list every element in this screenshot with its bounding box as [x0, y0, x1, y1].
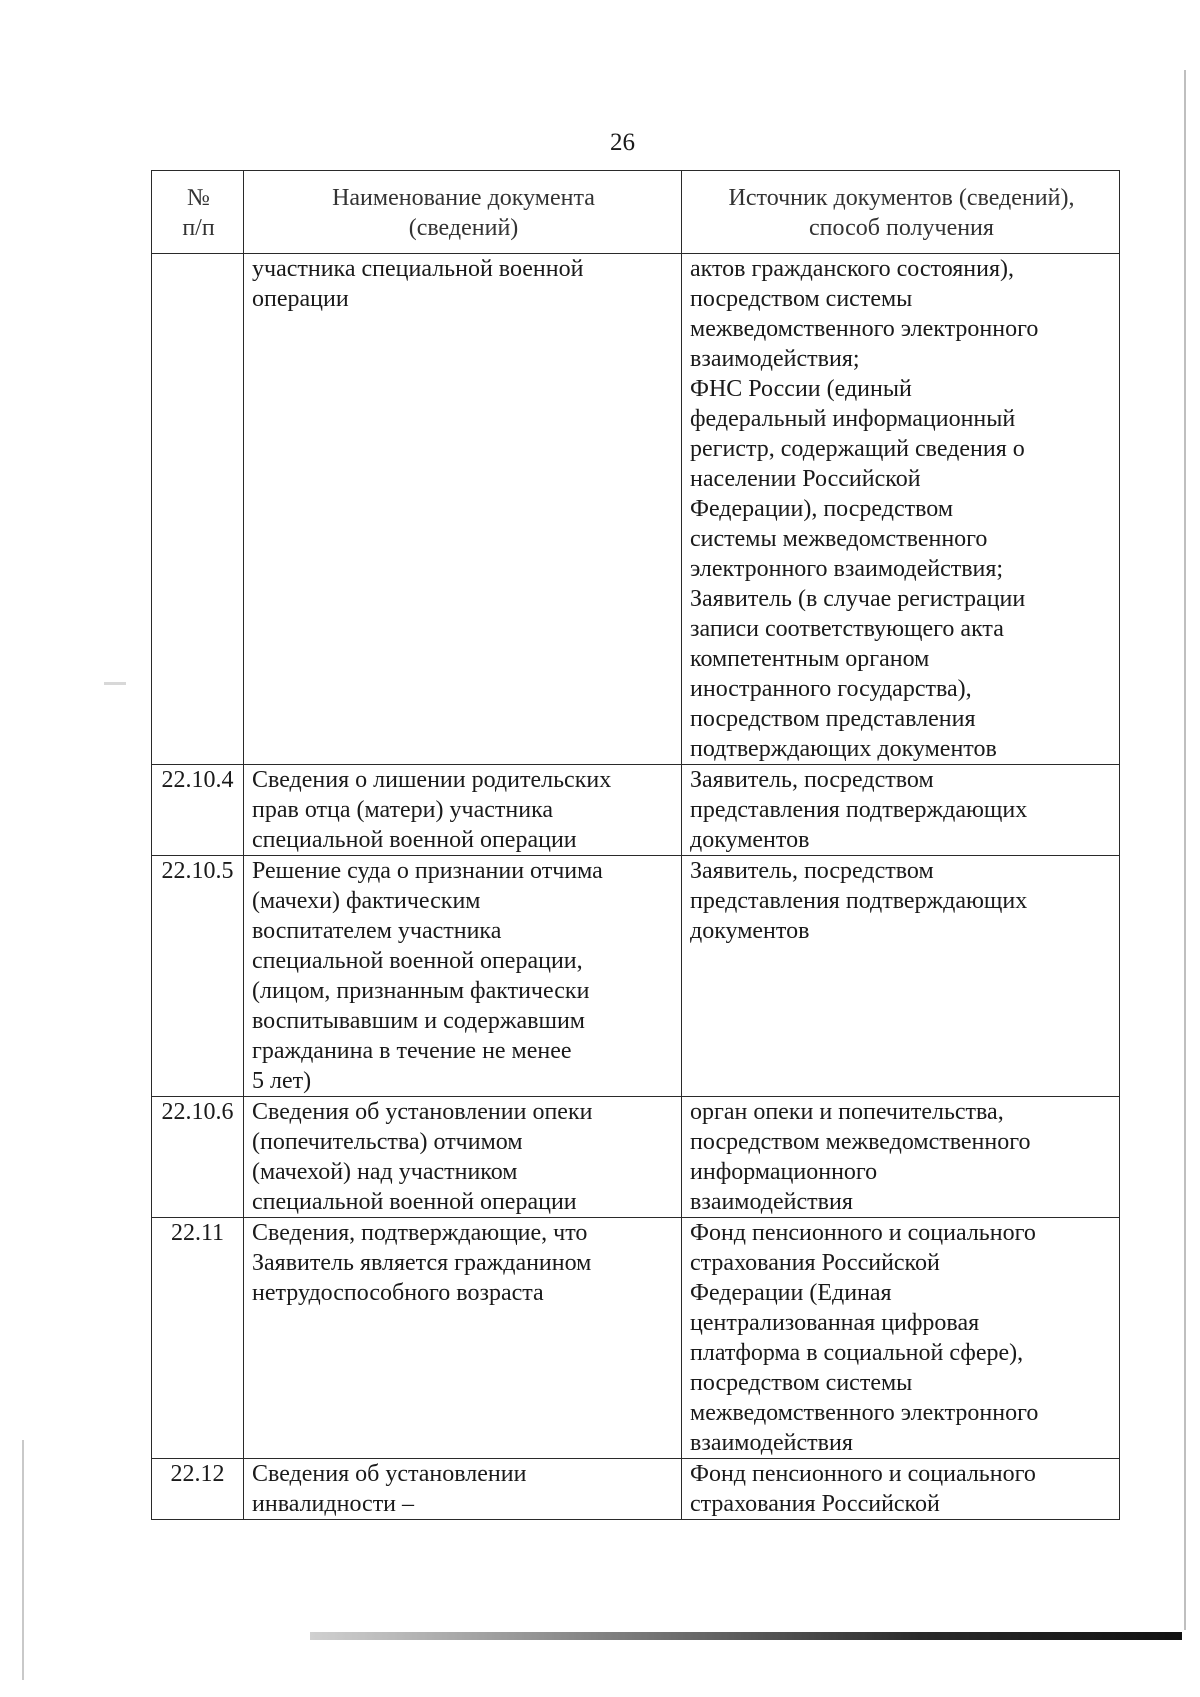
documents-table — [151, 170, 1120, 1520]
row-document-name: участника специальной военной операции — [244, 254, 682, 765]
table-row — [152, 1218, 1120, 1459]
row-source: Заявитель, посредством представления подтверждающих документов — [682, 765, 1120, 856]
scan-bottom-shadow — [310, 1632, 1182, 1640]
table-row — [152, 254, 1120, 765]
row-source: Фонд пенсионного и социального страхования Российской — [682, 1459, 1120, 1520]
table-row — [152, 1097, 1120, 1218]
page-number: 26 — [610, 129, 635, 156]
table-header-row — [152, 171, 1120, 254]
row-number: 22.10.6 — [152, 1097, 244, 1218]
row-source: Заявитель, посредством представления подтверждающих документов — [682, 856, 1120, 1097]
scan-edge-right — [1184, 70, 1186, 1630]
table-row — [152, 856, 1120, 1097]
header-source: Источник документов (сведений), способ получения — [682, 171, 1120, 254]
row-source: орган опеки и попечительства, посредством межведомственного информационного взаимодействия — [682, 1097, 1120, 1218]
row-document-name: Решение суда о признании отчима (мачехи) фактическим воспитателем участника специальной военной операции, (лицом, признанным фактически воспитывавшим и содержавшим гражданина в течение не менее 5 лет) — [244, 856, 682, 1097]
row-number — [152, 254, 244, 765]
header-number: № п/п — [152, 171, 244, 254]
row-source: Фонд пенсионного и социального страхования Российской Федерации (Единая централизованная цифровая платформа в социальной сфере), посредством системы межведомственного электронного взаимодействия — [682, 1218, 1120, 1459]
table-row — [152, 1459, 1120, 1520]
scan-speck — [104, 682, 126, 685]
row-source: актов гражданского состояния), посредством системы межведомственного электронного взаимодействия; ФНС России (единый федеральный информационный регистр, содержащий сведения о населении Российской Федерации), посредством системы межведомственного электронного взаимодействия; Заявитель (в случае регистрации записи соответствующего акта компетентным органом иностранного государства), посредством представления подтверждающих документов — [682, 254, 1120, 765]
row-document-name: Сведения, подтверждающие, что Заявитель является гражданином нетрудоспособного возраста — [244, 1218, 682, 1459]
row-number: 22.11 — [152, 1218, 244, 1459]
table-row — [152, 765, 1120, 856]
row-document-name: Сведения о лишении родительских прав отца (матери) участника специальной военной операции — [244, 765, 682, 856]
row-number: 22.12 — [152, 1459, 244, 1520]
row-number: 22.10.5 — [152, 856, 244, 1097]
row-number: 22.10.4 — [152, 765, 244, 856]
header-document-name: Наименование документа (сведений) — [244, 171, 682, 254]
row-document-name: Сведения об установлении инвалидности – — [244, 1459, 682, 1520]
row-document-name: Сведения об установлении опеки (попечительства) отчимом (мачехой) над участником специальной военной операции — [244, 1097, 682, 1218]
scan-edge-left — [22, 1440, 24, 1680]
